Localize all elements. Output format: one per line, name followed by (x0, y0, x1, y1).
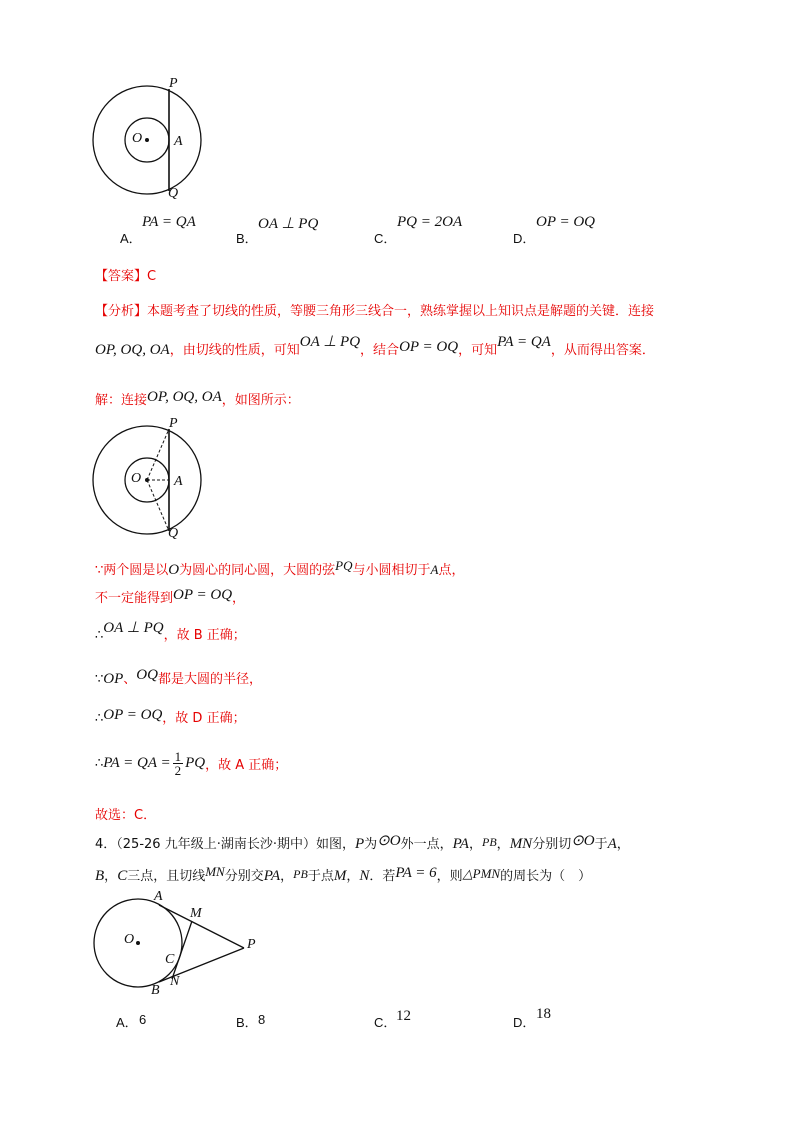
var-pb: PB (482, 835, 497, 849)
radius-op (147, 429, 169, 480)
text: ， (616, 837, 630, 852)
text: ∴ (95, 756, 104, 771)
option-value: 18 (536, 1006, 551, 1022)
q4-source: （25-26 九年级上·湖南长沙·期中）如图， (116, 837, 355, 852)
var-o: O (168, 562, 180, 578)
solution-intro (95, 389, 300, 409)
expr-op-oq-oa: OP, OQ, OA (147, 389, 222, 405)
option-letter: D． (513, 231, 536, 246)
q4-line-2 (95, 865, 591, 885)
text: 三点，且切线 (127, 869, 206, 884)
expr-op-eq-oq: OP = OQ (173, 587, 233, 603)
center-point-o (145, 138, 149, 142)
text: ∵两个圆是以 (95, 563, 169, 578)
radius-oq (147, 480, 169, 531)
figure-q4-tangent-lines (90, 892, 270, 1002)
expr-pa-eq-6: PA = 6 (395, 865, 437, 881)
denominator: 2 (174, 763, 182, 778)
text: 为圆心的同心圆，大圆的弦 (179, 563, 336, 578)
label-q: Q (168, 526, 179, 541)
solution-step-2 (95, 587, 245, 607)
label-b: B (151, 983, 160, 998)
var-a: A (430, 562, 439, 577)
option-expr: PQ = 2OA (397, 214, 463, 230)
text: ， (468, 837, 482, 852)
fraction-one-half (173, 750, 184, 777)
text: ∴ (95, 711, 104, 726)
q4-line-1 (95, 833, 630, 853)
expr-oa-perp-pq: OA ⊥ PQ (103, 620, 164, 636)
var-op: OP (103, 671, 124, 687)
text: 都是大圆的半径， (157, 672, 262, 687)
analysis-line-2 (95, 334, 655, 359)
text: 的周长为（ ） (500, 869, 592, 884)
var-mn: MN (205, 864, 225, 879)
text: ．若 (369, 869, 396, 884)
text: 于点 (307, 869, 334, 884)
solution-step-5 (95, 707, 246, 727)
var-m: M (333, 868, 347, 884)
var-oq: OQ (136, 667, 158, 683)
circle-o: ⊙O (571, 833, 595, 849)
label-o: O (124, 932, 135, 947)
label-o: O (131, 471, 142, 486)
text: ，故 B 正确； (163, 628, 246, 643)
text: ， (496, 837, 510, 852)
center-point-o (136, 941, 140, 945)
text: ， (104, 869, 118, 884)
text: ， (280, 869, 294, 884)
option-expr: OP = OQ (536, 214, 596, 230)
conclusion: 故选：C． (95, 808, 157, 823)
var-pq: PQ (185, 755, 206, 771)
label-p: P (169, 76, 178, 91)
option-letter: B． (236, 1015, 258, 1030)
text: 点， (438, 563, 465, 578)
label-n: N (170, 974, 180, 989)
label-p: P (169, 416, 178, 431)
solution-step-4 (95, 668, 262, 688)
var-pa: PA (452, 836, 469, 852)
expr-op-eq-oq: OP = OQ (103, 707, 163, 723)
var-pb: PB (293, 867, 308, 881)
var-c: C (117, 868, 128, 884)
label-p: P (247, 937, 256, 952)
text: ∵ (95, 672, 104, 687)
text: ，如图所示： (221, 393, 300, 408)
label-a: A (154, 889, 163, 904)
label-o: O (132, 131, 143, 146)
label-a: A (174, 474, 183, 489)
option-value: 6 (139, 1012, 147, 1027)
var-a: A (607, 836, 617, 852)
var-p: P (354, 836, 365, 852)
q4-number: 4． (95, 837, 117, 852)
triangle-pmn: △PMN (462, 866, 501, 881)
text: ，从而得出答案． (550, 343, 655, 358)
solution-step-6 (95, 750, 287, 777)
var-pa: PA (263, 868, 281, 884)
expr-op-eq-oq: OP = OQ (399, 339, 459, 355)
var-mn: MN (509, 836, 533, 852)
option-expr: PA = QA (142, 214, 196, 230)
text: ∴ (95, 628, 104, 643)
option-letter: C． (374, 231, 397, 246)
solution-step-1 (95, 559, 464, 579)
numerator: 1 (174, 749, 182, 764)
text: ， (346, 869, 360, 884)
text: 于 (594, 837, 608, 852)
text: 分别切 (532, 837, 572, 852)
expr-op-oq-oa: OP, OQ, OA (95, 342, 170, 358)
figure-1-concentric-circles (90, 80, 220, 210)
option-letter: B． (236, 231, 258, 246)
var-pq: PQ (335, 558, 353, 573)
option-letter: A． (116, 1015, 138, 1030)
text: 不一定能得到 (95, 591, 174, 606)
option-expr: OA ⊥ PQ (258, 216, 319, 232)
option-letter: C． (374, 1015, 397, 1030)
text: 为 (364, 837, 378, 852)
label-c: C (165, 952, 175, 967)
text: 外一点， (400, 837, 453, 852)
text: 与小圆相切于 (352, 563, 431, 578)
text: ，可知 (458, 343, 498, 358)
var-n: N (359, 868, 370, 884)
text: ，由切线的性质，可知 (169, 343, 300, 358)
var-b: B (95, 868, 105, 884)
solution-step-3 (95, 620, 246, 644)
answer-label: 【答案】C (95, 269, 157, 284)
option-value: 8 (258, 1012, 266, 1027)
analysis-line-1 (95, 300, 654, 319)
label-a: A (174, 134, 183, 149)
option-letter: D． (513, 1015, 536, 1030)
text: 解：连接 (95, 393, 148, 408)
expr-pa-eq-qa: PA = QA (497, 334, 551, 350)
analysis-text: 本题考查了切线的性质，等腰三角形三线合一，熟练掌握以上知识点是解题的关键．连接 (147, 304, 655, 319)
text: ，结合 (360, 343, 400, 358)
figure-2-concentric-circles-with-radii (90, 418, 220, 548)
text: ，则 (436, 869, 463, 884)
expr-oa-perp-pq: OA ⊥ PQ (299, 334, 361, 350)
analysis-label: 【分析】 (95, 304, 148, 319)
option-value: 12 (396, 1008, 411, 1024)
text: ，故 A 正确； (205, 758, 288, 773)
label-m: M (190, 906, 202, 921)
text: 、 (123, 672, 137, 687)
text: ，故 D 正确； (162, 711, 246, 726)
expr-pa-eq-qa: PA = QA = (103, 755, 171, 771)
circle-o: ⊙O (377, 833, 401, 849)
label-q: Q (168, 186, 179, 201)
option-letter: A． (120, 231, 142, 246)
center-point-o (145, 478, 149, 482)
text: 分别交 (224, 869, 264, 884)
text: ， (232, 591, 246, 606)
